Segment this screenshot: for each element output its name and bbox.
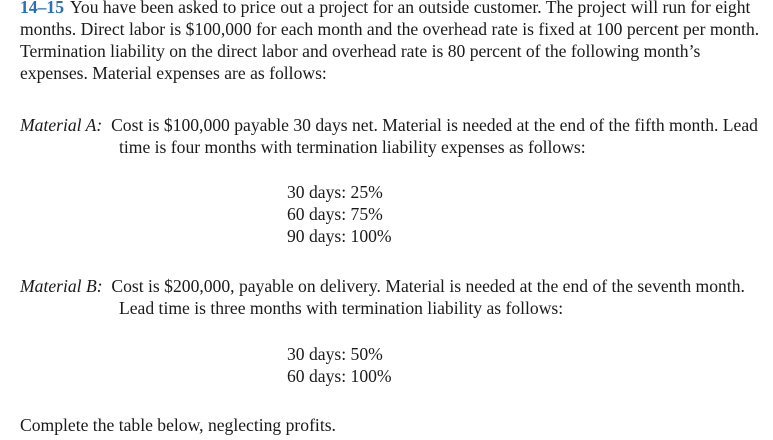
material-b-label: Material B: — [20, 276, 103, 296]
material-a-terms — [287, 181, 392, 247]
material-b-paragraph — [20, 275, 765, 319]
material-a-term: 60 days: 75% — [287, 204, 383, 224]
material-b-term: 30 days: 50% — [287, 344, 383, 364]
material-b-term: 60 days: 100% — [287, 366, 392, 386]
material-a-label: Material A: — [20, 115, 103, 135]
problem-text: You have been asked to price out a project for an outside customer. The project will run for eight months. Direct labor is $100,000 for each month and the overhead rate is fixed at 100 percent per month. Termination liability on the direct labor and overhead rate is 80 percent of the following month’s expenses. Material expenses are as follows: — [20, 0, 760, 83]
material-b-description: Cost is $200,000, payable on delivery. Material is needed at the end of the seventh month. Lead time is three months with termination liability as follows: — [111, 276, 745, 318]
material-a-term: 30 days: 25% — [287, 182, 383, 202]
material-b-terms — [287, 343, 392, 387]
material-a-description: Cost is $100,000 payable 30 days net. Material is needed at the end of the fifth month. Lead time is four months with termination liability expenses as follows: — [111, 115, 758, 157]
problem-statement — [20, 0, 765, 84]
instruction-text: Complete the table below, neglecting profits. — [20, 415, 336, 435]
material-a-paragraph — [20, 114, 765, 158]
problem-number: 14–15 — [20, 0, 64, 17]
material-a-term: 90 days: 100% — [287, 226, 392, 246]
